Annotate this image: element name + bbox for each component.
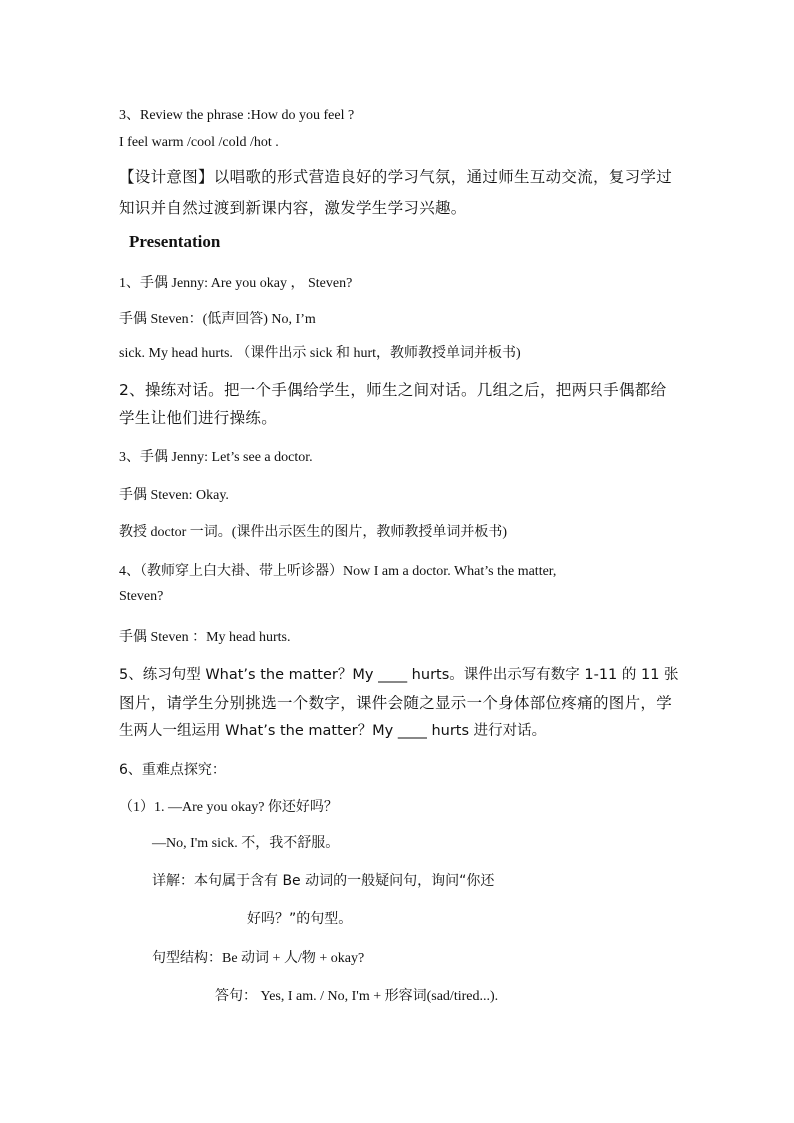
text-line-my-head-hurts: 手偶 Steven ：My head hurts. bbox=[119, 630, 291, 645]
text-line-example1-reply: —No, I'm sick. 不，我不舒服。 bbox=[152, 836, 340, 851]
text-line-sick: sick. My head hurts. （课件出示 sick 和 hurt，教师教授单词并板书) bbox=[119, 346, 521, 361]
text-line-review: 3、Review the phrase :How do you feel ? bbox=[119, 108, 355, 123]
section-heading-presentation: Presentation bbox=[129, 232, 221, 251]
text-line-step2: 2、操练对话。把一个手偶给学生，师生之间对话。几组之后，把两只手偶都给 bbox=[119, 381, 667, 399]
text-line-steven-okay: 手偶 Steven: Okay. bbox=[119, 488, 229, 503]
text-line-steven-answer: 手偶 Steven：(低声回答) No, I’m bbox=[119, 312, 316, 327]
text-line-answer: 答句： Yes, I am. / No, I'm + 形容词(sad/tired...). bbox=[215, 989, 499, 1004]
text-line-step3: 3、手偶 Jenny: Let’s see a doctor. bbox=[119, 450, 313, 465]
text-line-explanation: 详解：本句属于含有 Be 动词的一般疑问句，询问“你还 bbox=[152, 873, 495, 889]
text-line-step6: 6、重难点探究： bbox=[119, 762, 226, 778]
text-line-design-intent: 【设计意图】以唱歌的形式营造良好的学习气氛，通过师生互动交流，复习学过 bbox=[119, 168, 673, 186]
text-line-step5: 5、练习句型 What’s the matter？My ____ hurts。课件出示写有数字 1-11 的 11 张 bbox=[119, 667, 679, 683]
text-line-steven: Steven? bbox=[119, 589, 164, 604]
text-line-structure: 句型结构：Be 动词 + 人/物 + okay? bbox=[152, 951, 365, 966]
text-line-teach-doctor: 教授 doctor 一词。(课件出示医生的图片，教师教授单词并板书) bbox=[119, 525, 508, 540]
text-line-explanation-cont: 好吗？”的句型。 bbox=[247, 911, 353, 927]
text-line-step2-cont: 学生让他们进行操练。 bbox=[119, 409, 278, 427]
text-line-feel: I feel warm /cool /cold /hot . bbox=[119, 135, 279, 150]
text-line-step5-end: 生两人一组运用 What’s the matter？My ____ hurts 进行对话。 bbox=[119, 723, 547, 739]
text-line-step5-cont: 图片，请学生分别挑选一个数字，课件会随之显示一个身体部位疼痛的图片，学 bbox=[119, 694, 673, 712]
text-line-example1: （1）1. —Are you okay? 你还好吗？ bbox=[119, 800, 338, 815]
text-line-step4: 4、（教师穿上白大褂、带上听诊器）Now I am a doctor. What’s the matter, bbox=[119, 564, 557, 579]
text-line-design-intent-cont: 知识并自然过渡到新课内容，激发学生学习兴趣。 bbox=[119, 199, 467, 217]
text-line-step1: 1、手偶 Jenny: Are you okay ， Steven? bbox=[119, 276, 353, 291]
